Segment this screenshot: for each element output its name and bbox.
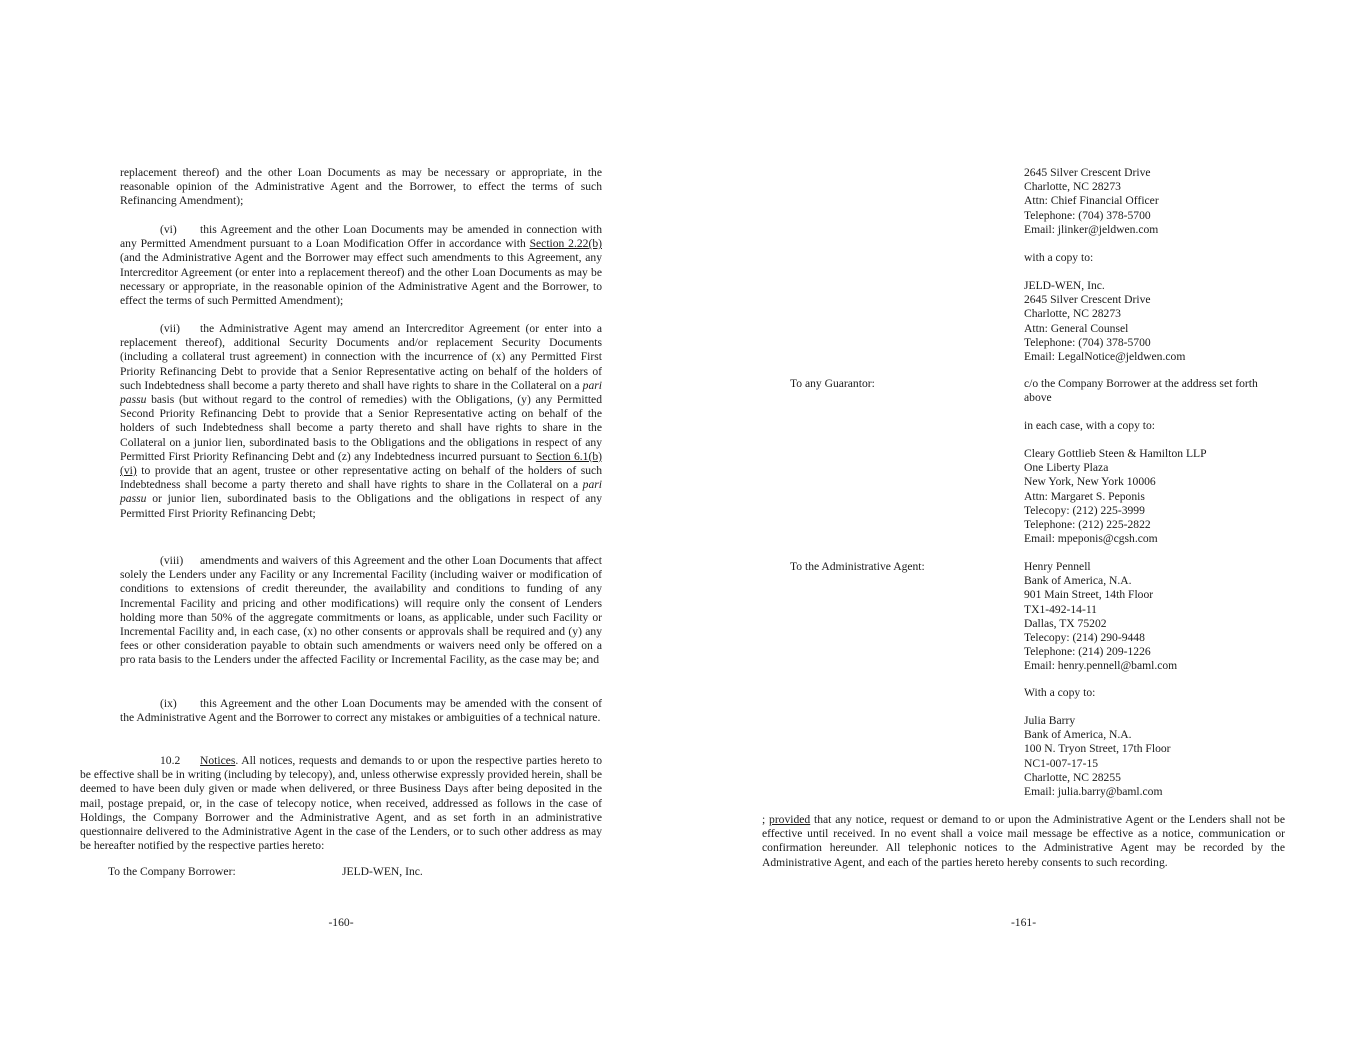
guarantor-value: c/o the Company Borrower at the address set forth above: [1024, 377, 1258, 405]
clause-vi-number: (vi): [160, 223, 177, 236]
address-line: Bank of America, N.A.: [1024, 728, 1132, 742]
company-borrower-value: JELD-WEN, Inc.: [342, 865, 423, 878]
address-line: Attn: Margaret S. Peponis: [1024, 489, 1145, 503]
pari-passu-2: pari passu: [120, 478, 602, 506]
clause-viii: [120, 554, 602, 668]
clause-vii-text-c: to provide that an agent, trustee or other representative acting on behalf of the holders of such Indebtedness shall become a party thereto and shall have rights to share in the Collateral on a: [120, 464, 602, 492]
clause-viii-number: (viii): [160, 554, 184, 567]
address-line: Email: julia.barry@baml.com: [1024, 785, 1163, 799]
address-line: Bank of America, N.A.: [1024, 574, 1132, 588]
address-line: 2645 Silver Crescent Drive: [1024, 166, 1151, 179]
address-line: NC1-007-17-15: [1024, 756, 1099, 770]
address-line: Telephone: (212) 225-2822: [1024, 518, 1151, 532]
clause-vi-text-b: (and the Administrative Agent and the Borrower may effect such amendments to this Agreement, any Intercreditor Agreement (or enter into a replacement thereof) and the other Loan Documents as may be necessary or appropriate, in the reasonable opinion of the Administrative Agent and the Borrower, to effect the terms of such Permitted Amendment);: [120, 251, 602, 308]
clause-vii-text-a: the Administrative Agent may amend an Intercreditor Agreement (or enter into a replacement thereof), additional Security Documents and/or replacement Security Documents (including a collateral trust agreement) in connection with the incurrence of (x) any Permitted First Priority Refinancing Debt to provide that a Senior Representative acting on behalf of the holders of such Indebtedness shall become a party thereto and shall have rights to share in the Collateral on a: [120, 322, 602, 392]
section-10-2-notices: [80, 754, 602, 853]
address-line: Charlotte, NC 28273: [1024, 307, 1121, 321]
pari-passu-1: pari passu: [120, 378, 602, 407]
page-161: [682, 0, 1365, 1055]
address-line: Attn: Chief Financial Officer: [1024, 194, 1159, 208]
address-line: Telecopy: (212) 225-3999: [1024, 503, 1145, 517]
guarantor-label: To any Guarantor:: [790, 377, 875, 390]
notices-text: . All notices, requests and demands to or upon the respective parties hereto to be effective shall be in writing (including by telecopy), and, unless otherwise expressly provided herein, shall be deemed to have been duly given or made when delivered, or three Business Days after being deposited in the mail, postage prepaid, or, in the case of telecopy notice, when received, addressed as follows in the case of Holdings, the Company Borrower and the Administrative Agent, and as set forth in an administrative questionnaire delivered to the Administrative Agent in the case of the Lenders, or to such other address as may be hereafter notified by the respective parties hereto:: [80, 754, 602, 853]
address-line: Charlotte, NC 28273: [1024, 180, 1121, 194]
address-line: Email: henry.pennell@baml.com: [1024, 659, 1178, 673]
address-line: 901 Main Street, 14th Floor: [1024, 588, 1154, 602]
address-line: 2645 Silver Crescent Drive: [1024, 293, 1151, 307]
address-line: Attn: General Counsel: [1024, 321, 1129, 335]
clause-vi: [120, 223, 602, 308]
address-line: TX1-492-14-11: [1024, 602, 1097, 616]
clause-vii-number: (vii): [160, 322, 180, 335]
clause-ix: [120, 697, 602, 725]
address-line: Telephone: (214) 209-1226: [1024, 645, 1151, 659]
section-10-2-number: 10.2: [160, 754, 181, 767]
notices-heading: Notices: [200, 754, 236, 767]
provided-lead: ;: [762, 813, 770, 826]
address-line: Email: jlinker@jeldwen.com: [1024, 222, 1159, 236]
barry-address-block: [1024, 714, 1324, 799]
provided-term: provided: [769, 813, 811, 826]
page-number-right: -161-: [1010, 916, 1037, 929]
page-160: [0, 0, 682, 1055]
company-address-block: [1024, 166, 1324, 237]
address-line: Telephone: (704) 378-5700: [1024, 335, 1151, 349]
clause-vii-text-b: basis (but without regard to the control of remedies) with the Obligations, (y) any Permitted Second Priority Refinancing Debt to provide that a Senior Representative acting on behalf of the holders of such Indebtedness shall become a party thereto and shall have rights to share in the Collateral on a junior lien, subordinated basis to the Obligations and the obligations in respect of any Permitted First Priority Refinancing Debt and (z) any Indebtedness incurred pursuant to: [120, 393, 602, 463]
address-line: Telecopy: (214) 290-9448: [1024, 631, 1145, 645]
address-line: JELD-WEN, Inc.: [1024, 279, 1105, 292]
admin-agent-address-block: [1024, 560, 1324, 674]
clause-viii-text: amendments and waivers of this Agreement and the other Loan Documents that affect solely the Lenders under any Facility or any Incremental Facility (including waiver or modification of conditions to extensions of credit thereunder, the availability and conditions to funding of any Incremental Facility and pricing and other modifications) will require only the consent of Lenders holding more than 50% of the aggregate commitments or loans, as applicable, under such Facility or Incremental Facility and, in each case, (x) no other consents or approvals shall be required and (y) any fees or other consideration payable to obtain such amendments or waivers need only be offered on a pro rata basis to the Lenders under the affected Facility or Incremental Facility, as the case may be; and: [120, 554, 602, 667]
cleary-address-block: [1024, 447, 1324, 546]
clause-vii: [120, 322, 602, 521]
section-6-1-b-vi-ref: Section 6.1(b)(vi): [120, 449, 602, 478]
section-2-22-b-ref: Section 2.22(b): [529, 237, 602, 251]
counsel-address-block: [1024, 279, 1324, 364]
address-line: Charlotte, NC 28255: [1024, 770, 1121, 784]
address-line: 100 N. Tryon Street, 17th Floor: [1024, 742, 1171, 756]
with-copy-text-2: With a copy to:: [1024, 686, 1096, 699]
address-line: Cleary Gottlieb Steen & Hamilton LLP: [1024, 447, 1207, 460]
address-line: Henry Pennell: [1024, 560, 1091, 573]
address-line: One Liberty Plaza: [1024, 461, 1109, 475]
provided-paragraph: [762, 813, 1285, 870]
provided-text: that any notice, request or demand to or upon the Administrative Agent or the Lenders shall not be effective until received. In no event shall a voice mail message be effective as a notice, communication or confirmation hereunder. All telephonic notices to the Administrative Agent may be recorded by the Administrative Agent, and each of the parties hereto hereby consents to such recording.: [762, 813, 1285, 869]
clause-ix-text: this Agreement and the other Loan Documents may be amended with the consent of the Administrative Agent and the Borrower to correct any mistakes or ambiguities of a technical nature.: [120, 697, 602, 725]
page-number-left: -160-: [328, 916, 354, 929]
clause-ix-number: (ix): [160, 697, 177, 710]
clause-vi-text-a: this Agreement and the other Loan Documents may be amended in connection with any Permitted Amendment pursuant to a Loan Modification Offer in accordance with: [120, 223, 602, 251]
admin-agent-label: To the Administrative Agent:: [790, 560, 925, 573]
clause-vii-text-d: or junior lien, subordinated basis to the Obligations and the obligations in respect of any Permitted First Priority Refinancing Debt;: [120, 492, 602, 520]
address-line: Julia Barry: [1024, 714, 1076, 727]
each-case-text: in each case, with a copy to:: [1024, 419, 1156, 432]
refinancing-paragraph-end: replacement thereof) and the other Loan Documents as may be necessary or appropriate, in the reasonable opinion of the Administrative Agent and the Borrower, to effect the terms of such Refinancing Amendment);: [120, 166, 602, 208]
address-line: Telephone: (704) 378-5700: [1024, 208, 1151, 222]
address-line: Email: mpeponis@cgsh.com: [1024, 532, 1158, 546]
address-line: Dallas, TX 75202: [1024, 616, 1107, 630]
address-line: New York, New York 10006: [1024, 475, 1156, 489]
with-copy-text-1: with a copy to:: [1024, 251, 1094, 264]
address-line: Email: LegalNotice@jeldwen.com: [1024, 350, 1186, 364]
company-borrower-label: To the Company Borrower:: [108, 865, 236, 878]
